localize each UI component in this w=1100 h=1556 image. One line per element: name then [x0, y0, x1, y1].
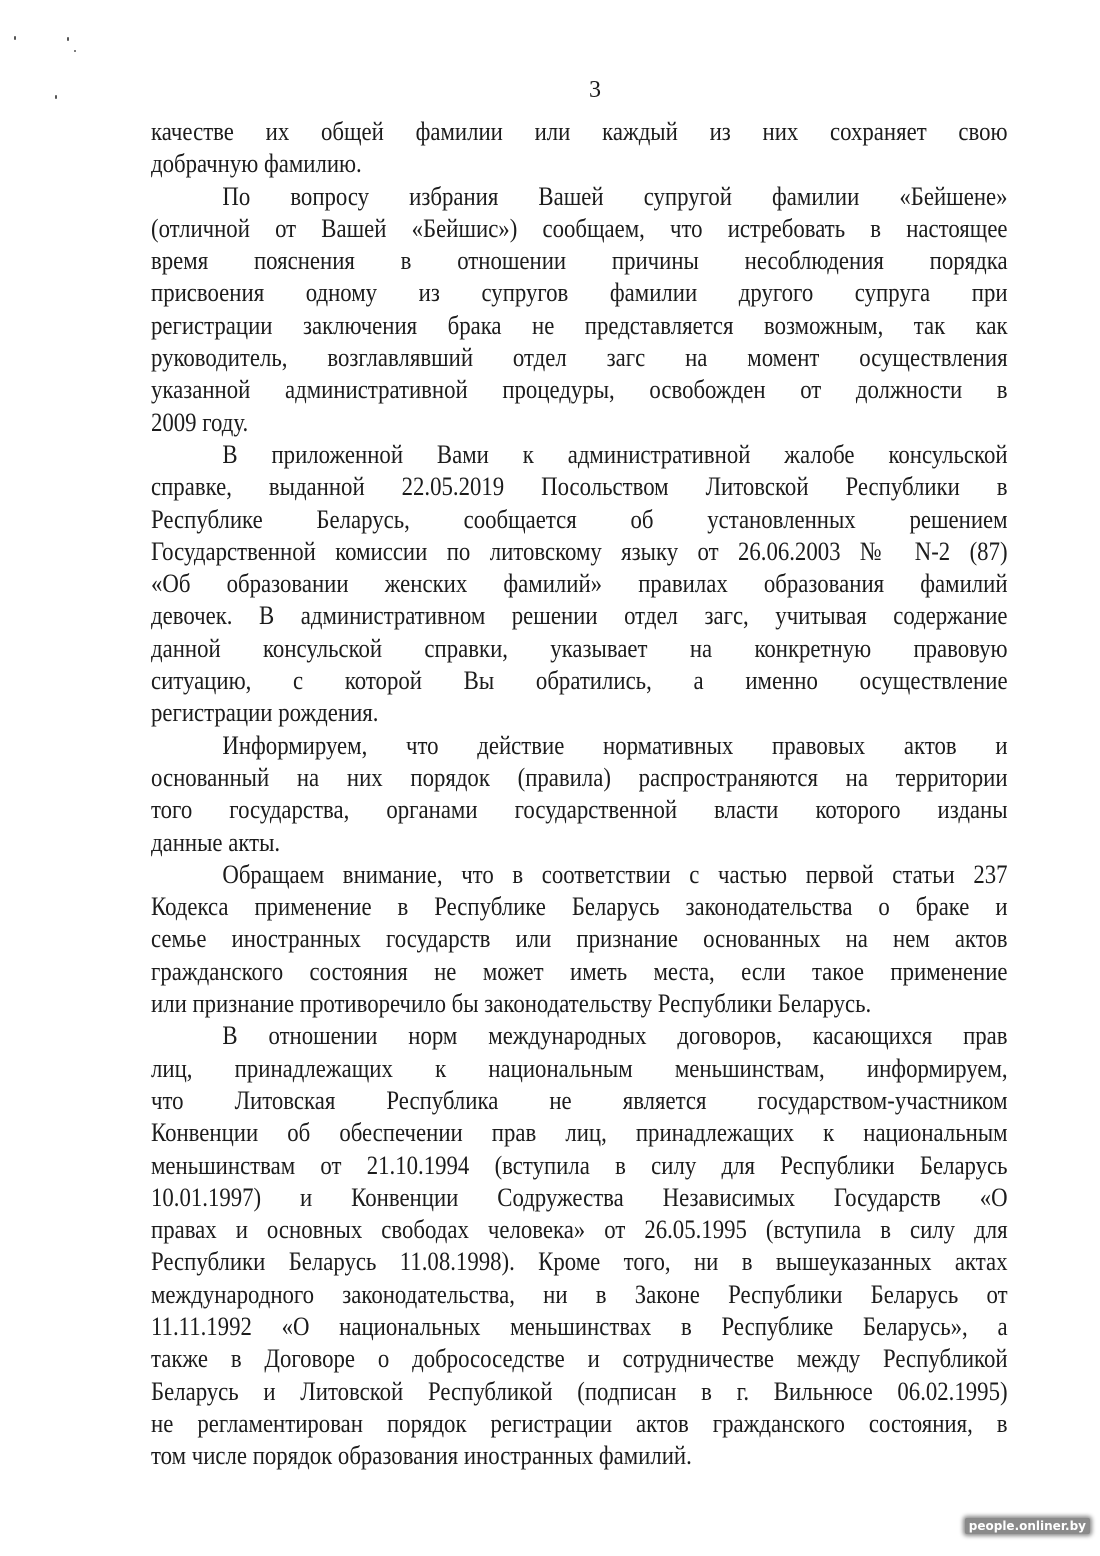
watermark: people.onliner.by — [965, 1518, 1090, 1534]
paragraph — [151, 180, 1008, 438]
text-line: Кодекса применение в Республике Беларусь законодательства о браке и — [151, 891, 1008, 922]
text-line: что Литовская Республика не является государством-участником — [151, 1084, 1008, 1115]
text-line: семье иностранных государств или признание основанных на нем актов — [151, 923, 1008, 954]
text-line: Информируем, что действие нормативных правовых актов и — [222, 729, 1008, 760]
text-line: добрачную фамилию. — [151, 148, 362, 179]
text-line: или признание противоречило бы законодательству Республики Беларусь. — [151, 988, 872, 1019]
text-line: Обращаем внимание, что в соответствии с частью первой статьи 237 — [222, 858, 1008, 889]
text-line: данной консульской справки, указывает на конкретную правовую — [151, 632, 1008, 663]
text-line: 11.11.1992 «О национальных меньшинствах в Республике Беларусь», а — [151, 1310, 1008, 1341]
scan-speck — [14, 36, 16, 40]
text-line: Конвенции об обеспечении прав лиц, принадлежащих к национальным — [151, 1117, 1008, 1148]
text-line: того государства, органами государственной власти которого изданы — [151, 794, 1008, 825]
text-line: регистрации рождения. — [151, 697, 379, 728]
text-line: ситуацию, с которой Вы обратились, а именно осуществление — [151, 665, 1008, 696]
text-line: Государственной комиссии по литовскому языку от 26.06.2003 № N-2 (87) — [151, 535, 1008, 566]
text-line: Республики Беларусь 11.08.1998). Кроме того, ни в вышеуказанных актах — [151, 1246, 1008, 1277]
text-line: руководитель, возглавлявший отдел загс на момент осуществления — [151, 342, 1008, 373]
text-line: лиц, принадлежащих к национальным меньшинствам, информируем, — [151, 1052, 1008, 1083]
text-line: присвоения одному из супругов фамилии другого супруга при — [151, 277, 1008, 308]
text-line: «Об образовании женских фамилий» правилах образования фамилий — [151, 568, 1008, 599]
text-line: время пояснения в отношении причины несоблюдения порядка — [151, 245, 1008, 276]
text-line: регистрации заключения брака не представляется возможным, так как — [151, 309, 1008, 340]
text-line: данные акты. — [151, 826, 281, 857]
document-body — [151, 115, 1008, 1471]
text-line: меньшинствам от 21.10.1994 (вступила в силу для Республики Беларусь — [151, 1149, 1008, 1180]
text-line: 10.01.1997) и Конвенции Содружества Независимых Государств «О — [151, 1181, 1008, 1212]
paragraph — [151, 858, 1008, 1019]
text-line: качестве их общей фамилии или каждый из них сохраняет свою — [151, 116, 1008, 146]
text-line: В приложенной Вами к административной жалобе консульской — [222, 438, 1008, 469]
paragraph — [151, 729, 1008, 858]
text-line: не регламентирован порядок регистрации актов гражданского состояния, в — [151, 1407, 1008, 1438]
text-line: международного законодательства, ни в Законе Республики Беларусь от — [151, 1278, 1008, 1309]
text-line: правах и основных свободах человека» от 26.05.1995 (вступила в силу для — [151, 1214, 1008, 1245]
text-line: девочек. В административном решении отдел загс, учитывая содержание — [151, 600, 1008, 631]
text-line: основанный на них порядок (правила) распространяются на территории — [151, 761, 1008, 792]
scan-speck — [67, 37, 69, 41]
text-line: справке, выданной 22.05.2019 Посольством Литовской Республики в — [151, 471, 1008, 502]
text-line: указанной административной процедуры, освобожден от должности в — [151, 374, 1008, 405]
scan-speck — [74, 50, 76, 52]
text-line: В отношении норм международных договоров, касающихся прав — [222, 1020, 1008, 1051]
paragraph — [151, 1019, 1008, 1471]
paragraph — [151, 438, 1008, 729]
text-line: 2009 году. — [151, 406, 249, 437]
text-line: том числе порядок образования иностранных фамилий. — [151, 1440, 692, 1471]
text-line: (отличной от Вашей «Бейшис») сообщаем, что истребовать в настоящее — [151, 212, 1008, 243]
text-line: гражданского состояния не может иметь места, если такое применение — [151, 955, 1008, 986]
page-number: 3 — [589, 77, 601, 103]
paragraph — [151, 115, 1008, 180]
text-line: Беларусь и Литовской Республикой (подписан в г. Вильнюсе 06.02.1995) — [151, 1375, 1008, 1406]
text-line: также в Договоре о добрососедстве и сотрудничестве между Республикой — [151, 1343, 1008, 1374]
text-line: По вопросу избрания Вашей супругой фамилии «Бейшене» — [222, 180, 1008, 211]
text-line: Республике Беларусь, сообщается об установленных решением — [151, 503, 1008, 534]
